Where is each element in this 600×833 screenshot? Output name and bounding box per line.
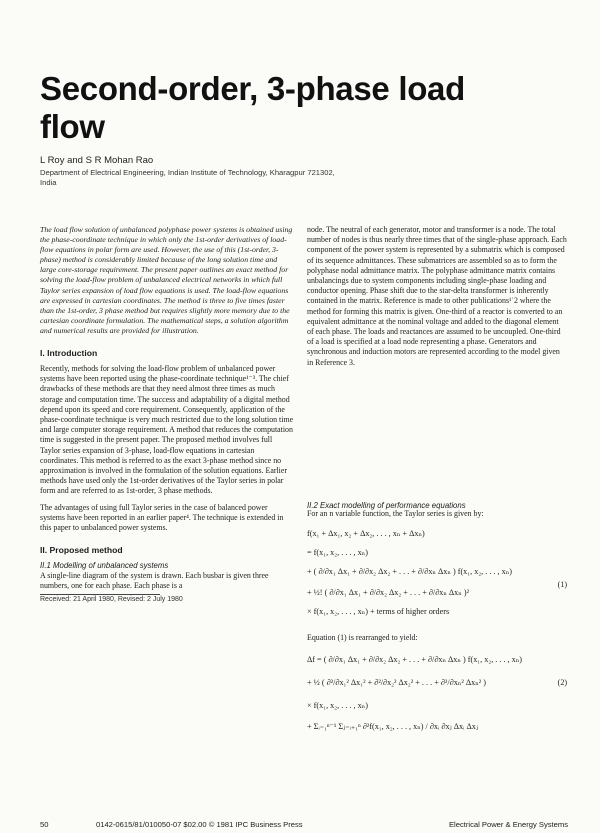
equation-2-line-3: × f(x₁, x₂, . . . , xₙ): [307, 701, 368, 710]
received-note: Received: 21 April 1980, Revised: 2 July 1980: [40, 595, 183, 603]
rearranged-text: Equation (1) is rearranged to yield:: [307, 633, 418, 642]
equation-1-line-3: + ( ∂/∂x₁ Δx₁ + ∂/∂x₂ Δx₂ + . . . + ∂/∂xₙ Δxₙ ) f(x₁, x₂, . . . , xₙ): [307, 567, 512, 576]
right-column: [307, 225, 567, 368]
journal-name: Electrical Power & Energy Systems: [448, 820, 568, 829]
page-footer: [40, 820, 568, 830]
subsection-heading-exact-modelling: II.2 Exact modelling of performance equations: [307, 501, 466, 510]
taylor-intro: For an n variable function, the Taylor series is given by:: [307, 509, 484, 518]
subsection-heading-modelling: II.1 Modelling of unbalanced systems: [40, 561, 169, 571]
article-title: Second-order, 3-phase load flow: [40, 70, 465, 145]
right-paragraph-1: node. The neutral of each generator, motor and transformer is a node. The total number of nodes is thus nearly three times that of the single-phase approach. Each component of the power system is represented by a submatrix which is composed of its sequence admittances. These submatrices are assembled so as to form the polyphase nodal admittance matrix. The polyphase admittance matrix contains unbalancings due to system components including single-phase loading and conductor opening. Phase shift due to the star-delta transformer is inherently contained in the matrix. Reference is made to other publications¹˙2 where the method for forming this matrix is given. One-third of a reactor is converted to an equivalent admittance at the nominal voltage and added to the diagonal element of each phase. The loads and reactances are assumed to be uncoupled. One-third of a load is specified at a load node representing a phase. Generators and synchronous and induction motors are represented according to the model given in Reference 3.: [307, 225, 567, 367]
equation-2-line-4: + Σᵢ₌₁ⁿ⁻¹ Σⱼ₌ᵢ₊₁ⁿ ∂²f(x₁, x₂, . . . , xₙ) / ∂xᵢ ∂xⱼ Δxᵢ Δxⱼ: [307, 722, 479, 731]
intro-paragraph-1: Recently, methods for solving the load-flow problem of unbalanced power systems have been reported using the phase-coordinate technique¹⁻³. The chief drawbacks of these methods are that they need almost three times as much storage and computation time. The success and adaptability of a digital method depend upon its speed and core requirement. Consequently, application of the phase-coordinate technique is very much restricted due to the long solution time and large computer storage requirement. A method that reduces the computation time is suggested in the present paper. The proposed method involves full Taylor series expansion of 3-phase, load-flow equations in cartesian coordinates. This method is referred to as the exact 3-phase method since no approximation is involved in the formulation of the solution equations. Earlier methods have used only the 1st-order derivatives of the Taylor series in polar form and are referred to as 1st-order, 3 phase methods.: [40, 364, 294, 496]
abstract: The load flow solution of unbalanced polyphase power systems is obtained using the phase-coordinate technique in which only the 1st-order derivatives of load-flow equations in polar form are used. However, the use of this (1st-order, 3-phase) method is considerably limited because of the long solution time and large core-storage requirement. The present paper outlines an exact method for solving the load-flow problem of unbalanced electrical networks in which full Taylor series expansion of load flow equations is used. The load-flow equations are expressed in cartesian coordinates. The method is three to five times faster than the 1st-order, 3 phase method but requires slightly more memory due to the cartesian coordinate formulation. The mathematical steps, a solution algorithm and numerical results are provided for illustration.: [40, 225, 293, 335]
equation-1-line-2: = f(x₁, x₂, . . . , xₙ): [307, 548, 368, 557]
modelling-paragraph: A single-line diagram of the system is drawn. Each busbar is given three numbers, one for each phase. Each phase is a: [40, 571, 269, 591]
equation-1-line-1: f(x₁ + Δx₁, x₂ + Δx₂, . . . , xₙ + Δxₙ): [307, 529, 425, 538]
intro-paragraph-2: The advantages of using full Taylor series in the case of balanced power systems have been reported in an earlier paper⁴. The technique is extended in this paper to unbalanced power systems.: [40, 502, 284, 533]
page-number: 50: [40, 820, 49, 829]
equation-2-number: (2): [557, 678, 567, 687]
equation-2-line-1: Δf = ( ∂/∂x₁ Δx₁ + ∂/∂x₂ Δx₂ + . . . + ∂/∂xₙ Δxₙ ) f(x₁, x₂, . . . , xₙ): [307, 655, 523, 664]
left-column: [40, 225, 294, 603]
equation-1-line-5: × f(x₁, x₂, . . . , xₙ) + terms of higher orders: [307, 607, 450, 616]
equation-1: [307, 528, 567, 617]
equation-1-line-4: + ½! ( ∂/∂x₁ Δx₁ + ∂/∂x₂ Δx₂ + . . . + ∂/∂xₙ Δxₙ )²: [307, 588, 470, 597]
footer-code: 0142-0615/81/010050-07 $02.00 © 1981 IPC Business Press: [96, 820, 303, 829]
section-heading-introduction: I. Introduction: [40, 348, 98, 359]
affiliation: Department of Electrical Engineering, Indian Institute of Technology, Kharagpur 721302, India: [40, 168, 335, 187]
section-heading-proposed-method: II. Proposed method: [40, 545, 123, 556]
equation-2: [307, 654, 567, 732]
equation-2-line-2: + ½ ( ∂²/∂x₁² Δx₁² + ∂²/∂x₂² Δx₂² + . . . + ∂²/∂xₙ² Δxₙ² ): [307, 678, 486, 687]
equation-1-number: (1): [557, 580, 567, 589]
authors: L Roy and S R Mohan Rao: [40, 155, 154, 166]
